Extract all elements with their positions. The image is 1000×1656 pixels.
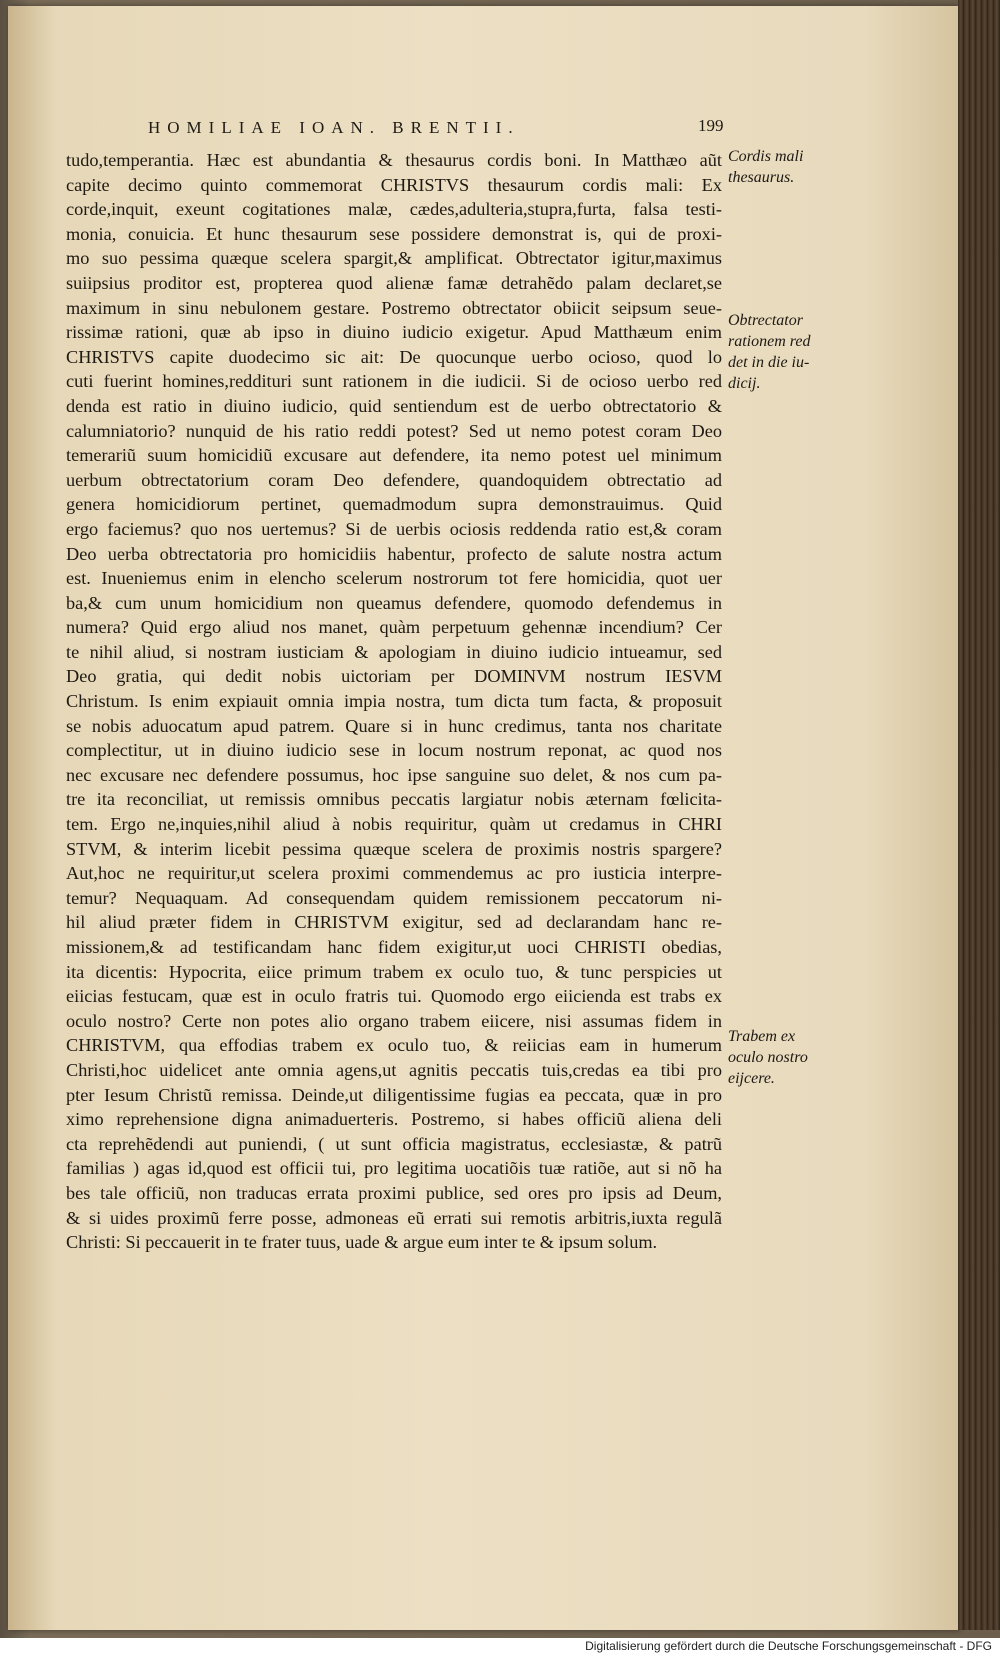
text-line: complectitur, ut in diuino iudicio sese in locum nostrum reponat, ac quod nos: [66, 740, 722, 761]
margin-note-line: Obtrectator: [728, 312, 803, 329]
margin-note-line: thesaurus.: [728, 169, 795, 186]
text-line: temerariũ suum homicidiũ excusare aut defendere, ita nemo potest uel minimum: [66, 445, 722, 466]
margin-note-line: eijcere.: [728, 1070, 775, 1087]
book-edge: [958, 0, 1000, 1630]
text-line: hil aliud præter fidem in CHRISTVM exigitur, sed ad declarandam hanc re-: [66, 912, 722, 933]
text-line: eiicias festucam, quæ est in oculo fratris tui. Quomodo ergo eiicienda est trabs ex: [66, 986, 722, 1007]
margin-note-line: dicij.: [728, 375, 761, 392]
margin-note-obtrectator: [728, 310, 838, 394]
text-line: ita dicentis: Hypocrita, eiice primum trabem ex oculo tuo, & tunc perspicies ut: [66, 961, 722, 982]
body-text: [66, 148, 722, 1255]
text-line: CHRISTVS capite duodecimo sic ait: De quocunque uerbo ocioso, quod lo: [66, 346, 722, 367]
text-line: te nihil aliud, si nostram iusticiam & apologiam in diuino iudicio intueamur, sed: [66, 641, 722, 662]
text-line: familias ) agas id,quod est officii tui, pro legitima uocatiõis tuæ ratiõe, aut si nõ ha: [66, 1158, 722, 1179]
text-line: nec excusare nec defendere possumus, hoc ipse sanguine suo delet, & nos cum pa-: [66, 764, 722, 785]
text-line: suiipsius proditor est, propterea quod alienæ famæ detrahẽdo palam declaret,se: [66, 272, 722, 293]
text-line: numera? Quid ergo aliud nos manet, quàm perpetuum gehennæ incendium? Cer: [66, 617, 722, 638]
text-line: Christi,hoc uidelicet ante omnia agens,ut agnitis peccatis tuis,credas ea tibi pro: [66, 1059, 722, 1080]
text-line: mo suo pessima quæque scelera spargit,& amplificat. Obtrectator igitur,maximus: [66, 248, 722, 269]
text-line: Deo uerba obtrectatoria pro homicidiis habentur, profecto de salute nostra actum: [66, 543, 722, 564]
text-line: cta reprehẽdendi aut puniendi, ( ut sunt officia magistratus, ecclesiastæ, & patrũ: [66, 1133, 722, 1154]
text-line: STVM, & interim licebit pessima quæque scelera de proximis nostris spargere?: [66, 838, 722, 859]
page-number: 199: [698, 116, 724, 135]
text-line: corde,inquit, exeunt cogitationes malæ, cædes,adulteria,stupra,furta, falsa testi-: [66, 199, 722, 220]
text-line: ba,& cum unum homicidium non queamus defendere, quomodo defendemus in: [66, 592, 722, 613]
text-line: CHRISTVM, qua effodias trabem ex oculo tuo, & reiicias eam in humerum: [66, 1035, 722, 1056]
text-line: est. Inueniemus enim in elencho scelerum nostrorum tot fere homicidia, quot uer: [66, 568, 722, 589]
margin-note-trabem: [728, 1026, 838, 1089]
margin-note-line: oculo nostro: [728, 1049, 808, 1066]
text-line: cuti fuerint homines,reddituri sunt rationem in die iudicii. Si de ocioso uerbo red: [66, 371, 722, 392]
text-line: se nobis aduocatum apud patrem. Quare si in hunc credimus, tanta nos charitate: [66, 715, 722, 736]
text-line: denda est ratio in diuino iudicio, quid sentiendum est de uerbo obtrectatorio &: [66, 395, 722, 416]
text-line: maximum in sinu nebulonem gestare. Postremo obtrectator obiicit seipsum seue-: [66, 297, 722, 318]
margin-note-cordis-mali: [728, 146, 838, 188]
text-line: tudo,temperantia. Hæc est abundantia & thesaurus cordis boni. In Matthæo aũt: [66, 150, 722, 170]
text-line: Aut,hoc ne requiritur,ut scelera proximi commendemus ac pro iusticia interpre-: [66, 863, 722, 884]
text-line: bes tale officiũ, non traducas errata proximi publice, sed ores pro ipsis ad Deum,: [66, 1182, 722, 1203]
margin-note-line: det in die iu-: [728, 354, 810, 371]
text-line: temur? Nequaquam. Ad consequendam quidem remissionem peccatorum ni-: [66, 887, 722, 908]
digitization-credit: Digitalisierung gefördert durch die Deutsche Forschungsgemeinschaft - DFG: [585, 1639, 992, 1653]
text-line: ergo faciemus? quo nos uertemus? Si de uerbis ociosis reddenda ratio est,& coram: [66, 518, 722, 539]
text-line: calumniatorio? nunquid de his ratio reddi potest? Sed ut nemo potest coram Deo: [66, 420, 722, 441]
margin-note-line: Trabem ex: [728, 1028, 796, 1045]
text-line: uerbum obtrectatorium coram Deo defendere, quandoquidem obtrectatio ad: [66, 469, 722, 490]
text-line: rissimæ rationi, quæ ab ipso in diuino iudicio exigetur. Apud Matthæum enim: [66, 322, 722, 343]
text-line: missionem,& ad testificandam hanc fidem exigitur,ut uoci CHRISTI obedias,: [66, 937, 722, 957]
text-line: genera homicidiorum pertinet, quemadmodum supra demonstrauimus. Quid: [66, 494, 722, 515]
margin-note-line: Cordis mali: [728, 148, 804, 165]
text-line: tre ita reconciliat, ut remissis omnibus peccatis largiatur nobis æternam fœlicita-: [66, 789, 722, 810]
text-line: Christi: Si peccauerit in te frater tuus, uade & argue eum inter te & ipsum solum.: [66, 1232, 658, 1253]
text-line: monia, conuicia. Et hunc thesaurum sese possidere demonstrat is, qui de proxi-: [66, 223, 722, 244]
margin-note-line: rationem red: [728, 333, 811, 350]
text-line: tem. Ergo ne,inquies,nihil aliud à nobis requiritur, quàm ut credamus in CHRI: [66, 814, 722, 835]
text-line: pter Iesum Christũ remissa. Deinde,ut diligentissime fugias ea peccata, quæ in pro: [66, 1084, 722, 1105]
text-line: ximo reprehensione digna animaduerteris. Postremo, si habes officiũ aliena deli: [66, 1109, 722, 1130]
running-title: HOMILIAE IOAN. BRENTII.: [148, 118, 520, 137]
text-line: oculo nostro? Certe non potes alio organo trabem eiicere, nisi assumas fidem in: [66, 1010, 722, 1031]
text-line: capite decimo quinto commemorat CHRISTVS thesaurum cordis mali: Ex: [66, 174, 722, 195]
text-line: & si uides proximũ ferre posse, admoneas eũ errati sui remotis arbitris,iuxta regulã: [66, 1207, 722, 1228]
text-line: Christum. Is enim expiauit omnia impia nostra, tum dicta tum facta, & proposuit: [66, 691, 722, 712]
text-line: Deo gratia, qui dedit nobis uictoriam per DOMINVM nostrum IESVM: [66, 666, 722, 687]
